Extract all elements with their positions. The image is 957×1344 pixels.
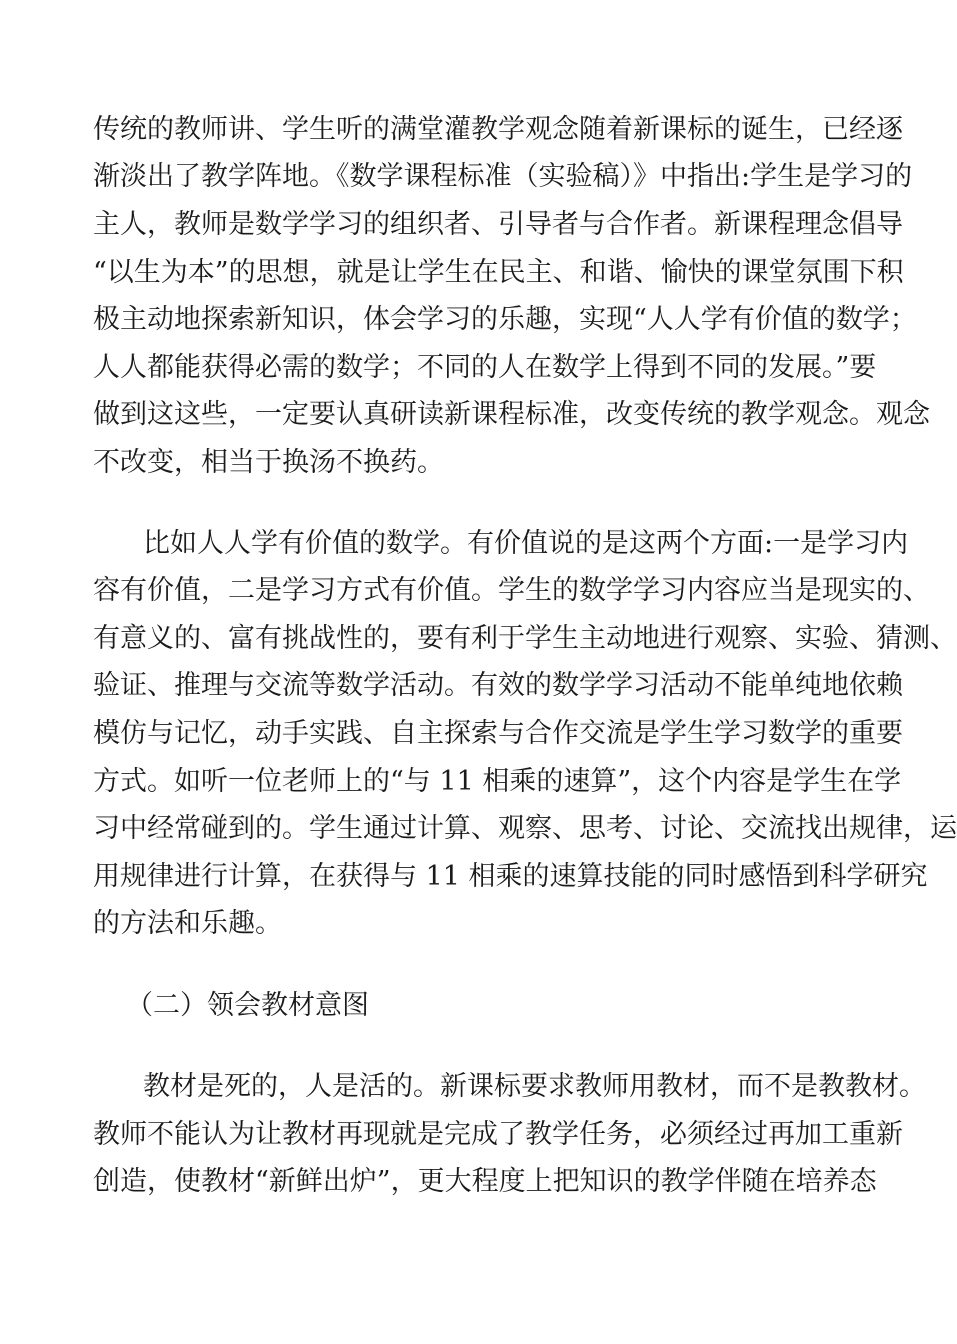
paragraph-line: 教材是死的，人是活的。新课标要求教师用教材，而不是教教材。 (143, 1071, 926, 1102)
paragraph-line: 人人都能获得必需的数学；不同的人在数学上得到不同的发展。”要 (93, 352, 877, 383)
paragraph-line: 做到这这些，一定要认真研读新课程标准，改变传统的教学观念。观念 (93, 399, 930, 430)
paragraph-line: 习中经常碰到的。学生通过计算、观察、思考、讨论、交流找出规律，运 (93, 813, 957, 844)
paragraph-line: 不改变，相当于换汤不换药。 (93, 447, 444, 478)
paragraph-line: 方式。如听一位老师上的“与 11 相乘的速算”，这个内容是学生在学 (93, 766, 902, 797)
section-heading: （二）领会教材意图 (126, 990, 369, 1021)
paragraph-line: 渐淡出了教学阵地。《数学课程标准（实验稿）》中指出:学生是学习的 (93, 161, 913, 192)
paragraph-line: 容有价值，二是学习方式有价值。学生的数学学习内容应当是现实的、 (93, 575, 930, 606)
paragraph-line: 极主动地探索新知识，体会学习的乐趣，实现“人人学有价值的数学； (93, 304, 917, 335)
paragraph-line: 用规律进行计算，在获得与 11 相乘的速算技能的同时感悟到科学研究 (93, 861, 928, 892)
paragraph-line: “以生为本”的思想，就是让学生在民主、和谐、愉快的课堂氛围下积 (93, 257, 904, 288)
paragraph-line: 有意义的、富有挑战性的，要有利于学生主动地进行观察、实验、猜测、 (93, 623, 957, 654)
paragraph-line: 比如人人学有价值的数学。有价值说的是这两个方面:一是学习内 (143, 528, 909, 559)
paragraph-line: 教师不能认为让教材再现就是完成了教学任务，必须经过再加工重新 (93, 1119, 903, 1150)
paragraph-line: 传统的教师讲、学生听的满堂灌教学观念随着新课标的诞生，已经逐 (93, 114, 903, 145)
paragraph-line: 创造，使教材“新鲜出炉”，更大程度上把知识的教学伴随在培养态 (93, 1166, 877, 1197)
paragraph-line: 验证、推理与交流等数学活动。有效的数学学习活动不能单纯地依赖 (93, 670, 903, 701)
paragraph-line: 的方法和乐趣。 (93, 908, 282, 939)
paragraph-line: 模仿与记忆，动手实践、自主探索与合作交流是学生学习数学的重要 (93, 718, 903, 749)
paragraph-line: 主人，教师是数学学习的组织者、引导者与合作者。新课程理念倡导 (93, 209, 903, 240)
